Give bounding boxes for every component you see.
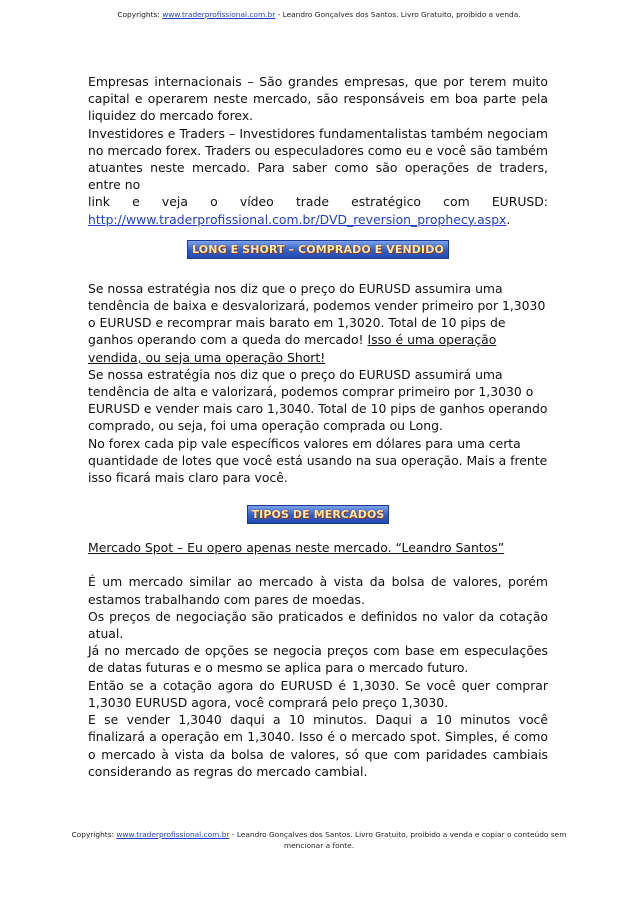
short-operation-underline: Isso é uma operação vendida, ou seja uma operação Short! — [88, 332, 497, 365]
footer-site-link[interactable]: www.traderprofissional.com.br — [116, 830, 230, 839]
page-footer — [70, 829, 568, 851]
paragraph-spot-precos: Os preços de negociação são praticados e definidos no valor da cotação atual. — [88, 608, 548, 642]
footer-prefix: Copyrights: — [71, 830, 117, 839]
paragraph-spot-opcoes: Já no mercado de opções se negocia preços com base em especulações de datas futuras e o mesmo se aplica para o mercado futuro. — [88, 643, 548, 676]
banner-tipos-mercados: TIPOS DE MERCADOS — [247, 505, 390, 524]
page-header — [0, 10, 638, 19]
paragraph-link-line: link e veja o vídeo trade estratégico com EURUSD: — [88, 194, 548, 210]
paragraph-pip-value: No forex cada pip vale específicos valores em dólares para uma certa quantidade de lotes que você está usando na sua operação. Mais a frente isso ficará mais claro para você. — [88, 435, 548, 486]
paragraph-investidores: Investidores e Traders – Investidores fundamentalistas também negociam no mercado forex. Traders ou especuladores como eu e você são também atuantes neste mercado. Para saber como são operações de traders, entre no — [88, 125, 548, 193]
paragraph-spot-intro: É um mercado similar ao mercado à vista da bolsa de valores, porém estamos trabalhando com pares de moedas. — [88, 574, 548, 607]
footer-suffix: - Leandro Gonçalves dos Santos. Livro Gratuito, proibido a venda e copiar o conteúdo sem mencionar a fonte. — [229, 830, 567, 850]
paragraph-spot-vender: E se vender 1,3040 daqui a 10 minutos. Daqui a 10 minutos você finalizará a operação em 1,3040. Isso é o mercado spot. Simples, é como o mercado à vista da bolsa de valores, só que com paridades cambiais considerando as regras do mercado cambial. — [88, 712, 548, 779]
dvd-reversion-link[interactable]: http://www.traderprofissional.com.br/DVD_reversion_prophecy.aspx — [88, 211, 507, 227]
paragraph-empresas: Empresas internacionais – São grandes empresas, que por terem muito capital e operarem neste mercado, são responsáveis em boa parte pela liquidez do mercado forex. — [88, 74, 548, 124]
page-content — [88, 73, 548, 780]
header-suffix: - Leandro Gonçalves dos Santos. Livro Gratuito, proibido a venda. — [275, 10, 521, 19]
paragraph-short-example: Se nossa estratégia nos diz que o preço do EURUSD assumira uma tendência de baixa e desvalorizará, podemos vender primeiro por 1,3030 o EURUSD e recomprar mais barato em 1,3020. Total de 10 pips de ganhos operando com a queda do mercado! Isso é uma operação vendida, ou seja uma operação Short! — [88, 280, 546, 365]
banner-long-short: LONG E SHORT – COMPRADO E VENDIDO — [187, 240, 449, 259]
heading-mercado-spot: Mercado Spot – Eu opero apenas neste mercado. “Leandro Santos” — [88, 540, 505, 556]
paragraph-spot-cotacao: Então se a cotação agora do EURUSD é 1,3030. Se você quer comprar 1,3030 EURUSD agora, você comprará pelo preço 1,3030. — [88, 677, 548, 710]
header-prefix: Copyrights: — [117, 10, 163, 19]
header-site-link[interactable]: www.traderprofissional.com.br — [162, 10, 276, 19]
banner-tipos-wrap — [88, 505, 548, 524]
paragraph-long-example: Se nossa estratégia nos diz que o preço do EURUSD assumirá uma tendência de alta e valorizará, podemos comprar primeiro por 1,3030 o EURUSD e vender mais caro 1,3040. Total de 10 pips de ganhos operando comprado, ou seja, foi uma operação comprada ou Long. — [88, 366, 548, 434]
paragraph-url: http://www.traderprofissional.com.br/DVD_reversion_prophecy.aspx. — [88, 211, 511, 227]
banner-long-short-wrap — [88, 240, 548, 259]
